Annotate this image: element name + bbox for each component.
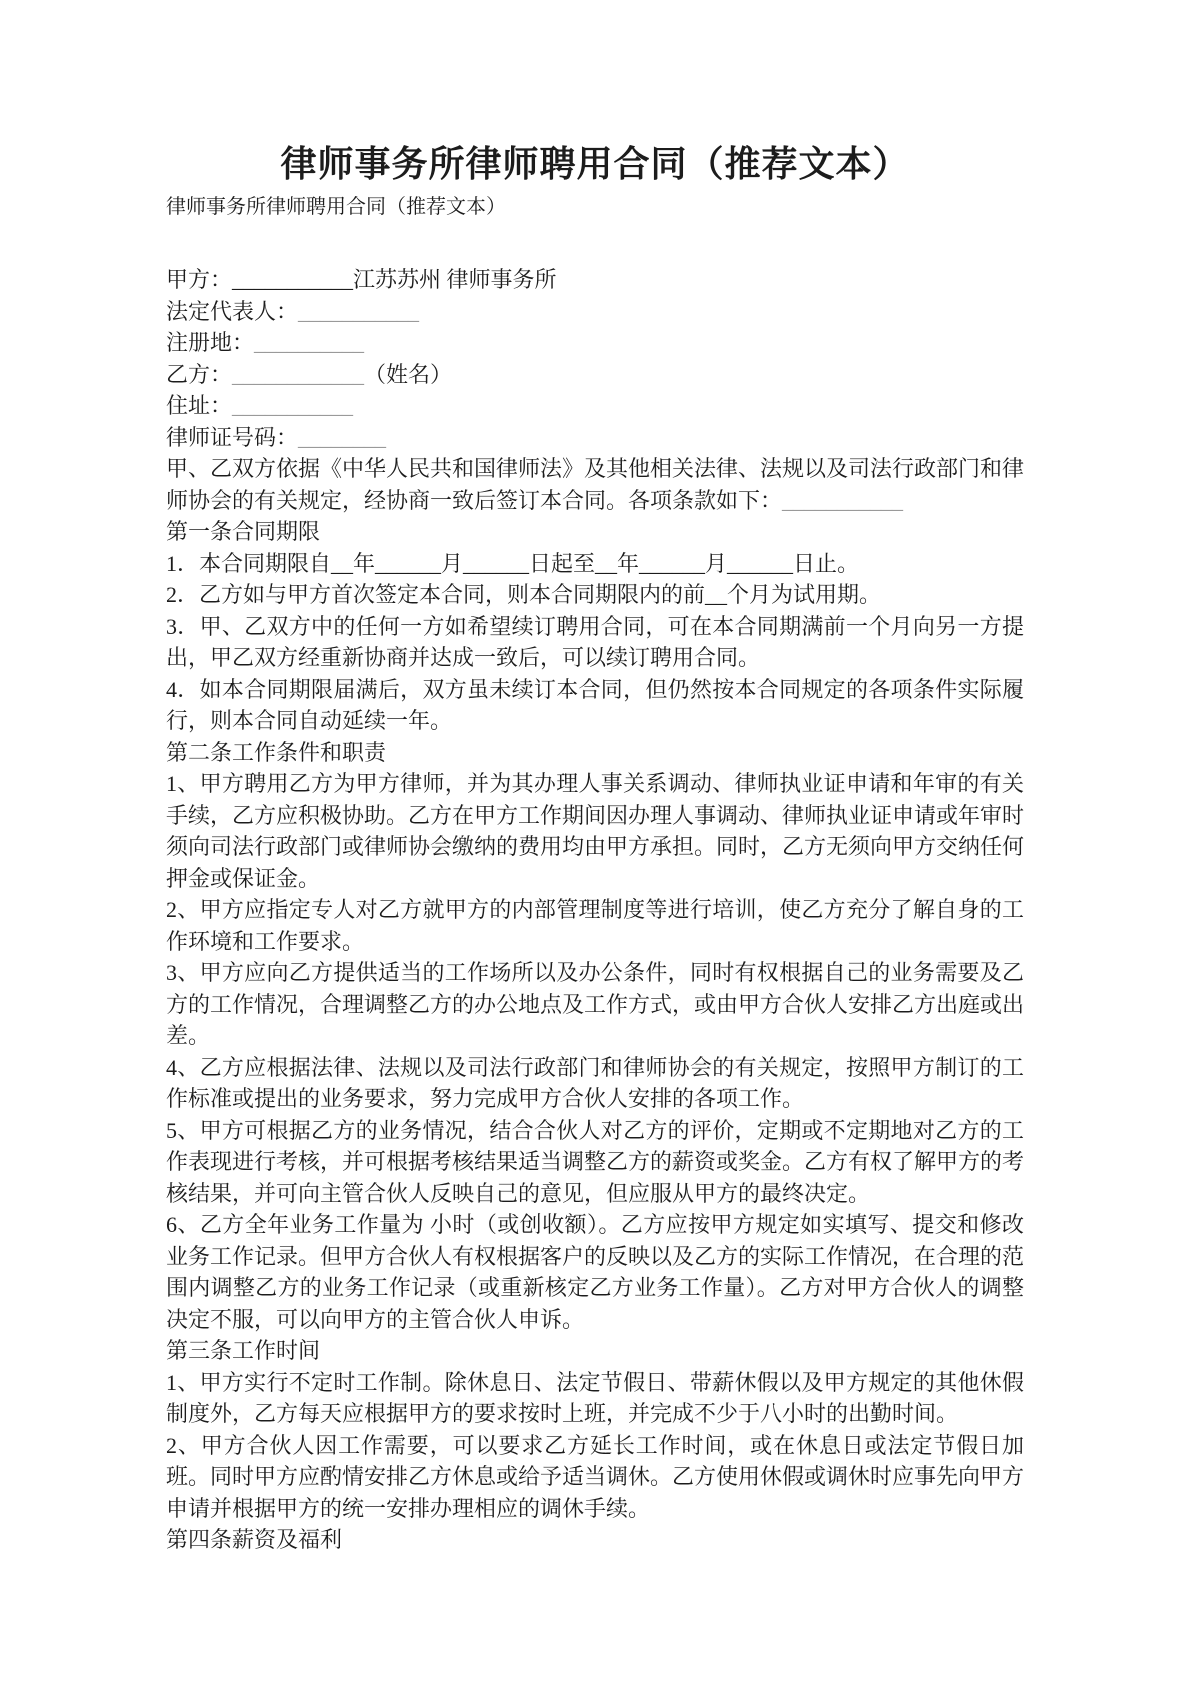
clause-3-item-2: 2、甲方合伙人因工作需要，可以要求乙方延长工作时间，或在休息日或法定节假日加班。同时甲方应酌情安排乙方休息或给予适当调休。乙方使用休假或调休时应事先向甲方申请并根据甲方的统一安排办理相应的调休手续。 <box>166 1432 1025 1521</box>
clause-2-item-4: 4、乙方应根据法律、法规以及司法行政部门和律师协会的有关规定，按照甲方制订的工作标准或提出的业务要求，努力完成甲方合伙人安排的各项工作。 <box>166 1054 1024 1111</box>
document-subtitle: 律师事务所律师聘用合同（推荐文本） <box>166 196 506 218</box>
field-home-address-blank: ___________ <box>232 393 354 418</box>
clause-4-heading: 第四条薪资及福利 <box>166 1527 343 1552</box>
intro-text: 甲、乙双方依据《中华人民共和国律师法》及其他相关法律、法规以及司法行政部门和律师协会的有关规定，经协商一致后签订本合同。各项条款如下： <box>166 456 1025 513</box>
clause-1-heading: 第一条合同期限 <box>166 519 321 544</box>
intro-paragraph <box>166 453 1024 516</box>
field-legal-representative <box>166 296 1024 328</box>
clause-3-heading: 第三条工作时间 <box>166 1338 321 1363</box>
clause-2-item-6: 6、乙方全年业务工作量为 小时（或创收额）。乙方应按甲方规定如实填写、提交和修改业务工作记录。但甲方合伙人有权根据客户的反映以及乙方的实际工作情况，在合理的范围内调整乙方的业务工作记录（或重新核定乙方业务工作量）。乙方对甲方合伙人的调整决定不服，可以向甲方的主管合伙人申诉。 <box>166 1212 1025 1332</box>
clause-3-item-1: 1、甲方实行不定时工作制。除休息日、法定节假日、带薪休假以及甲方规定的其他休假制度外，乙方每天应根据甲方的要求按时上班，并完成不少于八小时的出勤时间。 <box>166 1369 1024 1426</box>
field-party-b-label: 乙方： <box>166 361 233 387</box>
field-party-b-blank: ____________ <box>232 361 365 387</box>
field-registered-address <box>166 327 1024 359</box>
clause-2-item-5: 5、甲方可根据乙方的业务情况，结合合伙人对乙方的评价，定期或不定期地对乙方的工作表现进行考核，并可根据考核结果适当调整乙方的薪资或奖金。乙方有权了解甲方的考核结果，并可向主管合伙人反映自己的意见，但应服从甲方的最终决定。 <box>166 1117 1025 1206</box>
field-party-a <box>166 264 1024 296</box>
clause-2-item-3: 3、甲方应向乙方提供适当的工作场所以及办公条件，同时有权根据自己的业务需要及乙方的工作情况，合理调整乙方的办公地点及工作方式，或由甲方合伙人安排乙方出庭或出差。 <box>166 960 1025 1048</box>
field-lawyer-license-number-label: 律师证号码： <box>166 424 299 450</box>
clause-2-heading: 第二条工作条件和职责 <box>166 739 387 765</box>
field-party-a-label: 甲方： <box>166 267 233 292</box>
field-lawyer-license-number <box>166 422 1024 454</box>
field-home-address <box>166 390 1024 422</box>
field-party-a-value: 江苏苏州 律师事务所 <box>353 267 557 292</box>
field-legal-representative-label: 法定代表人： <box>166 298 299 324</box>
clause-2-item-1: 1、甲方聘用乙方为甲方律师，并为其办理人事关系调动、律师执业证申请和年审的有关手续，乙方应积极协助。乙方在甲方工作期间因办理人事调动、律师执业证申请或年审时须向司法行政部门或律师协会缴纳的费用均由甲方承担。同时，乙方无须向甲方交纳任何押金或保证金。 <box>166 771 1025 891</box>
field-lawyer-license-number-blank: ________ <box>298 424 387 450</box>
clause-2-item-2: 2、甲方应指定专人对乙方就甲方的内部管理制度等进行培训，使乙方充分了解自身的工作环境和工作要求。 <box>166 897 1024 954</box>
clause-1-item-4: 4．如本合同期限届满后，双方虽未续订本合同，但仍然按本合同规定的各项条件实际履行，则本合同自动延续一年。 <box>166 676 1024 733</box>
field-party-a-blank: ___________ <box>232 267 354 292</box>
document-title: 律师事务所律师聘用合同（推荐文本） <box>280 144 910 184</box>
field-home-address-label: 住址： <box>166 393 233 418</box>
field-party-b-suffix: （姓名） <box>364 361 453 387</box>
field-party-b <box>166 359 1024 391</box>
clause-1-item-1: 1．本合同期限自__年______月______日起至__年______月______日止。 <box>166 550 860 576</box>
field-registered-address-label: 注册地： <box>166 330 255 355</box>
field-legal-representative-blank: ___________ <box>298 298 420 324</box>
field-registered-address-blank: __________ <box>254 330 365 355</box>
blank-line-spacer <box>166 222 1024 264</box>
clause-1-item-3: 3．甲、乙双方中的任何一方如希望续订聘用合同，可在本合同期满前一个月向另一方提出，甲乙双方经重新协商并达成一致后，可以续订聘用合同。 <box>166 613 1024 670</box>
intro-blank: ___________ <box>782 487 904 513</box>
clause-1-item-2: 2．乙方如与甲方首次签定本合同，则本合同期限内的前__个月为试用期。 <box>166 582 882 607</box>
